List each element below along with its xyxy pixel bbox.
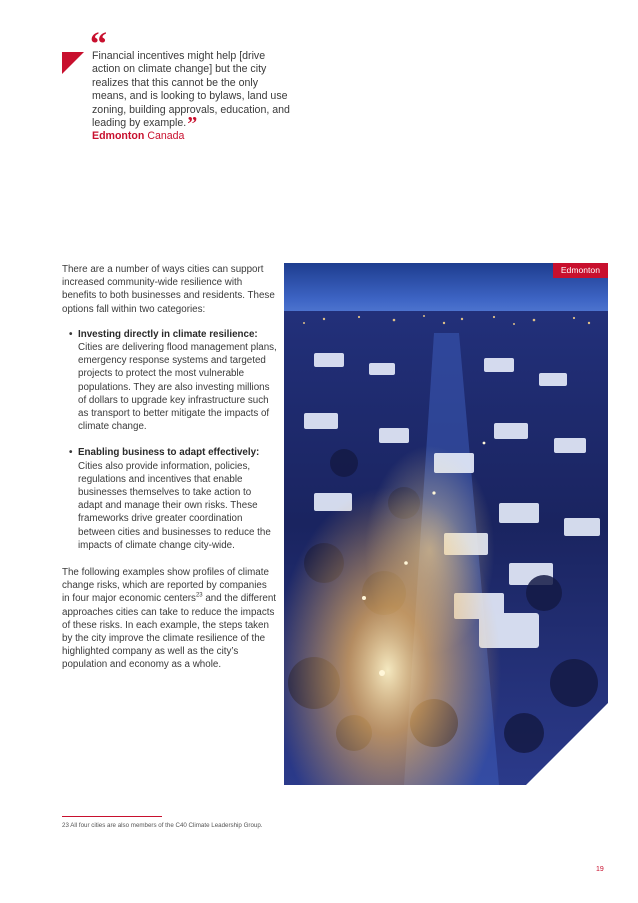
quote-text: [92, 50, 292, 136]
intro-paragraph: There are a number of ways cities can support increased community-wide resilience with benefits to both businesses and residents. These options fall within two categories:: [62, 264, 275, 315]
city-photo: [284, 263, 608, 785]
quote-body: Financial incentives might help [drive action on climate change] but the city realizes that this cannot be the only means, and is looking to bylaws, land use zoning, building approvals, education, and leading by example.: [92, 50, 290, 130]
quote-author-city: Edmonton: [92, 130, 145, 143]
page-number: 19: [596, 866, 604, 873]
bullet-text: Cities are delivering flood management plans, emergency response systems and targeted projects to protect the most vulnerable populations. They are also investing millions of dollars to upgrade key infrastructure such as transport to better mitigate the impacts of climate change.: [78, 342, 277, 433]
bullet-title: Enabling business to adapt effectively:: [78, 447, 260, 459]
bullet-marker: •: [69, 447, 73, 459]
closing-text-before: The following examples show profiles of climate change risks, which are reported by companies in four major economic centers: [62, 567, 269, 605]
quote-author-country: Canada: [147, 130, 185, 143]
list-item: [62, 328, 277, 434]
quote-close-mark: ”: [187, 113, 198, 136]
footnote: 23 All four cities are also members of the C40 Climate Leadership Group.: [62, 822, 263, 829]
bullet-title: Investing directly in climate resilience:: [78, 328, 258, 340]
quote-accent-triangle: [62, 52, 84, 74]
bullet-marker: •: [69, 328, 73, 340]
footnote-reference: 23: [195, 593, 203, 600]
pull-quote: [92, 50, 292, 144]
body-text-column: [62, 263, 277, 684]
edmonton-night-photo: [284, 263, 608, 785]
bullet-text: Cities also provide information, policies, regulations and incentives that enable businesses themselves to take action to adapt and manage their own risks. These frameworks drive greater coordination between cities and businesses to reduce the impacts of climate change city-wide.: [78, 460, 271, 551]
closing-text-after: and the different approaches cities can take to reduce the impacts of these risks. In each example, the steps taken by the city improve the climate resilience of the highlighted company as well as the city’s population and economy as a whole.: [62, 593, 276, 671]
footnote-divider: [62, 816, 162, 817]
photo-city-label: Edmonton: [553, 263, 608, 278]
quote-open-mark: “: [90, 26, 107, 63]
list-item: [62, 446, 277, 552]
strategy-list: [62, 328, 277, 552]
closing-paragraph: [62, 566, 277, 672]
